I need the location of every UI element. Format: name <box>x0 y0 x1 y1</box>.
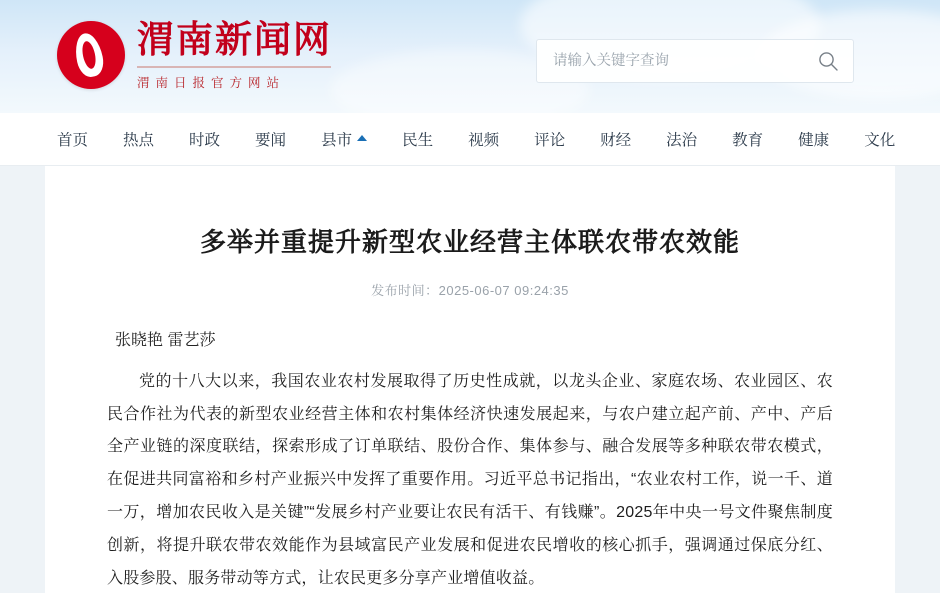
nav-item-8[interactable] <box>600 128 631 150</box>
nav-item-0[interactable] <box>57 128 88 150</box>
red-circle-brand-icon <box>57 21 125 89</box>
logo-title: 渭南新闻网 <box>137 20 332 61</box>
logo-divider <box>137 66 331 68</box>
nav-item-6[interactable] <box>468 128 499 150</box>
nav-item-3[interactable] <box>255 128 286 150</box>
nav-item-9[interactable] <box>666 128 697 150</box>
nav-item-7[interactable] <box>534 128 565 150</box>
nav-item-5[interactable] <box>402 128 433 150</box>
search-box[interactable] <box>536 39 854 83</box>
nav-item-label: 热点 <box>123 132 155 149</box>
content-background <box>0 166 940 593</box>
nav-item-12[interactable] <box>864 128 895 150</box>
chevron-up-icon <box>357 135 367 141</box>
nav-item-label: 法治 <box>666 132 698 149</box>
page-title: 多举并重提升新型农业经营主体联农带农效能 <box>199 228 740 258</box>
nav-item-label: 财经 <box>600 132 632 149</box>
nav-item-label: 健康 <box>798 132 830 149</box>
nav-item-4[interactable] <box>321 128 367 150</box>
nav-item-2[interactable] <box>189 128 220 150</box>
search-icon[interactable] <box>817 50 839 72</box>
nav-item-label: 教育 <box>732 132 764 149</box>
nav-item-label: 评论 <box>534 132 566 149</box>
main-nav <box>0 113 940 166</box>
site-header <box>0 0 940 113</box>
publish-time: 发布时间：2025-06-07 09:24:35 <box>371 282 569 298</box>
nav-item-1[interactable] <box>123 128 154 150</box>
article-card <box>45 166 895 593</box>
site-logo[interactable] <box>57 20 332 91</box>
article-body: 党的十八大以来，我国农业农村发展取得了历史性成就，以龙头企业、家庭农场、农业园区、农民合作社为代表的新型农业经营主体和农村集体经济快速发展起来，与农户建立起产前、产中、产后全产业链的深度联结，探索形成了订单联结、股份合作、集体参与、融合发展等多种联农带农模式，在促进共同富裕和乡村产业振兴中发挥了重要作用。习近平总书记指出，“农业农村工作，说一千、道一万，增加农民收入是关键”“发展乡村产业要让农民有活干、有钱赚”。2025年中央一号文件聚焦制度创新，将提升联农带农效能作为县域富民产业发展和促进农民增收的核心抓手，强调通过保底分红、入股参股、服务带动等方式，让农民更多分享产业增值收益。 <box>107 372 833 587</box>
search-input[interactable] <box>551 52 817 70</box>
nav-item-label: 文化 <box>864 132 896 149</box>
nav-item-label: 要闻 <box>255 132 287 149</box>
nav-item-label: 时政 <box>189 132 221 149</box>
nav-item-label: 首页 <box>57 132 89 149</box>
nav-item-11[interactable] <box>798 128 829 150</box>
logo-text-block <box>137 20 332 91</box>
nav-item-label: 视频 <box>468 132 500 149</box>
logo-subtitle: 渭南日报官方网站 <box>137 75 286 90</box>
nav-item-label: 民生 <box>402 132 434 149</box>
nav-item-10[interactable] <box>732 128 763 150</box>
article-author: 张晓艳 雷艺莎 <box>115 331 216 349</box>
nav-item-label: 县市 <box>321 132 353 149</box>
